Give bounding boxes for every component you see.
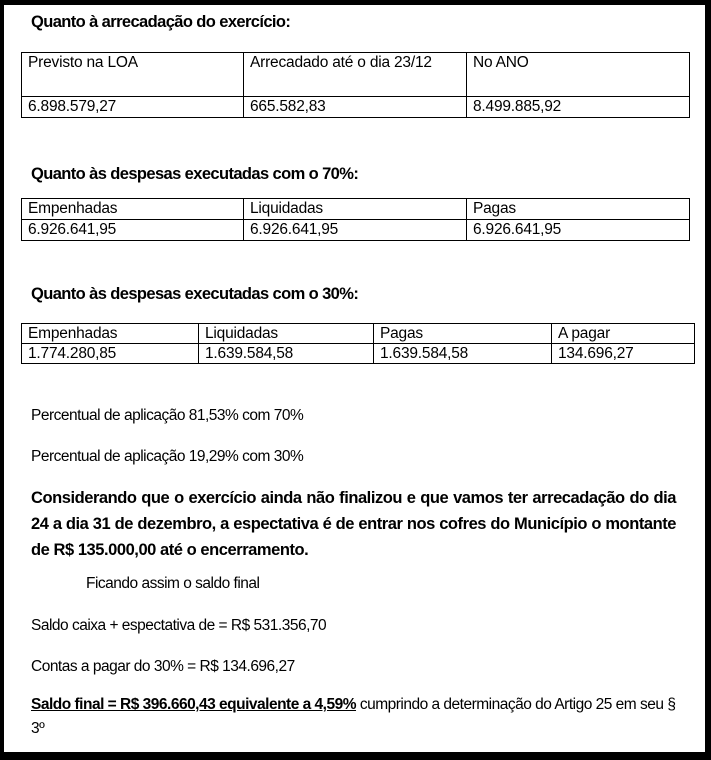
arrecadacao-table	[21, 52, 690, 118]
section2-heading: Quanto às despesas executadas com o 70%:	[31, 165, 359, 183]
value-cell: 6.898.579,27	[22, 97, 244, 118]
value-cell: 6.926.641,95	[244, 220, 467, 241]
considerando-paragraph: Considerando que o exercício ainda não finalizou e que vamos ter arrecadação do dia 24 a dia 31 de dezembro, a espectativa é de entrar nos cofres do Município o montante de R$ 135.000,00 até o encerramento.	[31, 489, 676, 559]
header-cell: Previsto na LOA	[22, 53, 244, 97]
header-cell: No ANO	[467, 53, 690, 97]
value-cell: 665.582,83	[244, 97, 467, 118]
table-header-row	[22, 199, 690, 220]
saldo-caixa-text: Saldo caixa + espectativa de = R$ 531.356,70	[31, 617, 327, 634]
section1-heading: Quanto à arrecadação do exercício:	[31, 13, 291, 31]
header-cell: Pagas	[467, 199, 690, 220]
saldo-final-rest: cumprindo a determinação do Artigo 25 em seu § 3º	[31, 696, 676, 737]
header-cell: A pagar	[552, 324, 695, 344]
header-cell: Liquidadas	[244, 199, 467, 220]
ficando-text: Ficando assim o saldo final	[86, 575, 260, 592]
table-row	[22, 220, 690, 241]
percentual-70-text: Percentual de aplicação 81,53% com 70%	[31, 407, 304, 424]
value-cell: 6.926.641,95	[22, 220, 244, 241]
table-row	[22, 97, 690, 118]
value-cell: 8.499.885,92	[467, 97, 690, 118]
value-cell: 1.639.584,58	[374, 344, 552, 364]
despesas-30-table	[21, 323, 695, 364]
section3-heading: Quanto às despesas executadas com o 30%:	[31, 285, 359, 303]
header-cell: Empenhadas	[22, 324, 199, 344]
header-cell: Arrecadado até o dia 23/12	[244, 53, 467, 97]
table-row	[22, 344, 695, 364]
saldo-final-emphasis: Saldo final = R$ 396.660,43 equivalente a 4,59%	[31, 696, 357, 713]
despesas-70-table	[21, 198, 690, 241]
document-page	[4, 5, 705, 752]
header-cell: Liquidadas	[199, 324, 374, 344]
contas-pagar-text: Contas a pagar do 30% = R$ 134.696,27	[31, 658, 295, 675]
value-cell: 134.696,27	[552, 344, 695, 364]
value-cell: 1.774.280,85	[22, 344, 199, 364]
saldo-final-paragraph	[31, 693, 686, 741]
value-cell: 1.639.584,58	[199, 344, 374, 364]
header-cell: Empenhadas	[22, 199, 244, 220]
header-cell: Pagas	[374, 324, 552, 344]
value-cell: 6.926.641,95	[467, 220, 690, 241]
percentual-30-text: Percentual de aplicação 19,29% com 30%	[31, 448, 304, 465]
table-header-row	[22, 324, 695, 344]
table-header-row	[22, 53, 690, 97]
